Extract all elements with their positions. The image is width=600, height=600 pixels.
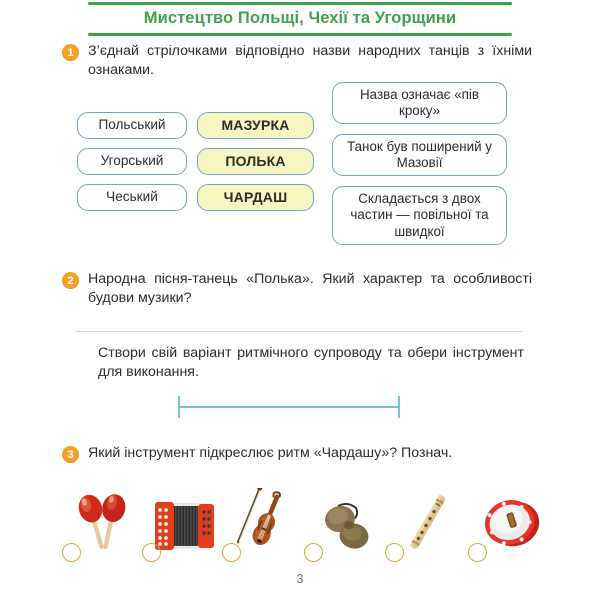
matching-exercise [70, 78, 530, 239]
instrument-option-violin[interactable] [218, 486, 298, 564]
dance-pill-mazurka[interactable]: МАЗУРКА [197, 112, 314, 139]
question-1 [62, 42, 532, 80]
violin-icon [232, 488, 298, 558]
description-pill-two-parts[interactable]: Складається з двох частин — повільної та швидкої [332, 186, 507, 245]
violin-option-circle[interactable] [222, 543, 241, 562]
page-header [88, 2, 512, 36]
question-2-text: Народна пісня-танець «Полька». Який характер та особливості будови музики? [88, 271, 532, 306]
question-3-text: Який інструмент підкреслює ритм «Чардашу»? Познач. [88, 445, 453, 461]
instrument-option-flute[interactable] [381, 486, 461, 564]
nationality-pill-polish[interactable]: Польський [77, 112, 187, 139]
question-3 [62, 444, 532, 463]
header-rule-bottom [88, 33, 512, 36]
rhythm-bracket-cap-right [398, 396, 400, 418]
dance-pill-czardas[interactable]: ЧАРДАШ [197, 184, 314, 211]
rhythm-bracket-bar [178, 406, 400, 408]
dance-pill-polka[interactable]: ПОЛЬКА [197, 148, 314, 175]
page-title: Мистецтво Польщі, Чехії та Угорщини [143, 9, 457, 27]
flute-option-circle[interactable] [385, 543, 404, 562]
tambourine-icon [478, 488, 544, 558]
description-pill-mazovia[interactable]: Танок був поширений у Мазовії [332, 134, 507, 176]
question-2 [62, 270, 532, 308]
page-number: 3 [296, 572, 304, 586]
nationality-pill-hungarian[interactable]: Угорський [77, 148, 187, 175]
instrument-option-tambourine[interactable] [464, 486, 544, 564]
accordion-icon [152, 488, 218, 558]
section-divider [76, 331, 522, 332]
question-1-text: З’єднай стрілочками відповідно назви народних танців з їхніми ознаками. [88, 43, 532, 78]
instrument-option-castanets[interactable] [300, 486, 380, 564]
tambourine-option-circle[interactable] [468, 543, 487, 562]
instrument-option-accordion[interactable] [138, 486, 218, 564]
maracas-option-circle[interactable] [62, 543, 81, 562]
creative-task-note: Створи свій варіант ритмічного супроводу та обери інструмент для виконання. [98, 345, 524, 381]
instrument-options [58, 486, 548, 564]
maracas-icon [72, 488, 138, 558]
question-1-badge: 1 [62, 44, 79, 61]
accordion-option-circle[interactable] [142, 543, 161, 562]
flute-icon [395, 488, 461, 558]
rhythm-bracket [178, 396, 400, 418]
nationality-pill-czech[interactable]: Чеський [77, 184, 187, 211]
instrument-option-maracas[interactable] [58, 486, 138, 564]
castanets-icon [314, 488, 380, 558]
question-3-badge: 3 [62, 446, 79, 463]
description-pill-half-step[interactable]: Назва означає «пів кроку» [332, 82, 507, 124]
castanets-option-circle[interactable] [304, 543, 323, 562]
question-2-badge: 2 [62, 272, 79, 289]
